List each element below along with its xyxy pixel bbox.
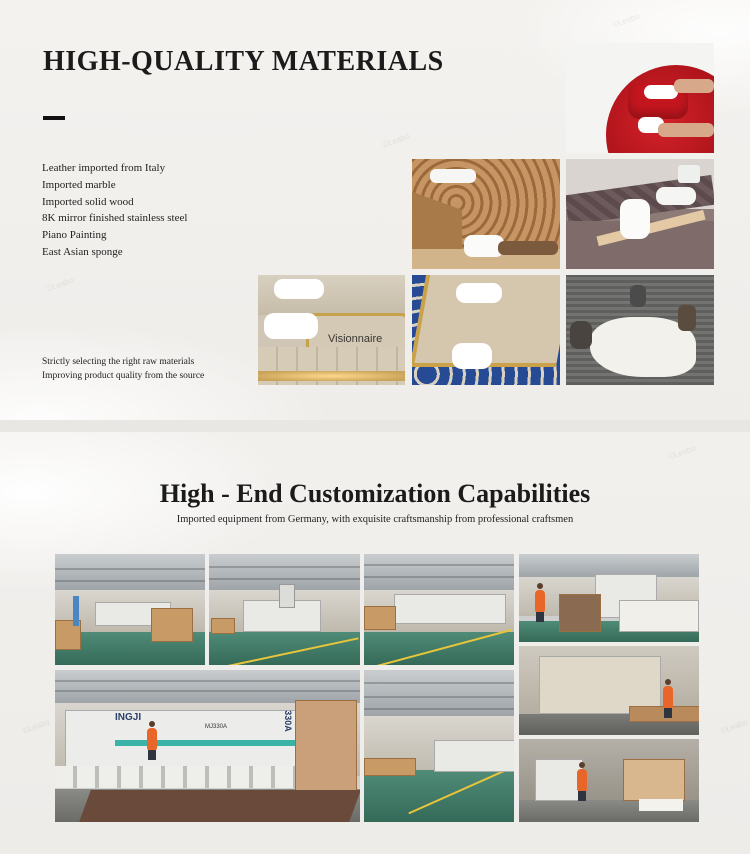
red-velvet-gloves-photo <box>566 43 714 153</box>
gold-trim-cushion-photo <box>412 275 560 385</box>
materials-list <box>42 160 187 261</box>
machine-code: 330A <box>282 710 293 732</box>
materials-tagline <box>42 356 204 383</box>
customization-section: High - End Customization Capabilities Imported equipment from Germany, with exquisite craftsmanship from professional craftsmen INGJI MJ330A 330A ©Leabo ©Leabo ©Leabo <box>0 432 750 854</box>
material-item: Leather imported from Italy <box>42 162 166 174</box>
factory-photo-6 <box>364 670 514 822</box>
carved-wood-panel-photo <box>412 159 560 269</box>
factory-photo-8 <box>519 739 699 822</box>
customization-subtitle: Imported equipment from Germany, with exquisite craftsmanship from professional craftsmen <box>176 514 574 525</box>
factory-photo-3 <box>364 554 514 665</box>
machine-model: MJ330A <box>205 724 228 730</box>
material-item: Imported marble <box>42 178 116 191</box>
padded-headboard-photo <box>566 159 714 269</box>
factory-photo-1 <box>55 554 205 665</box>
visionnaire-leather-photo <box>258 275 405 385</box>
title-divider <box>43 116 65 120</box>
panel-saw-photo <box>55 670 360 822</box>
tagline-line: Strictly selecting the right raw materials <box>42 357 195 367</box>
customization-title: High - End Customization Capabilities <box>159 479 591 508</box>
material-item: 8K mirror finished stainless steel <box>42 212 188 225</box>
section-divider <box>0 420 750 432</box>
material-item: East Asian sponge <box>42 245 123 258</box>
visionnaire-logo: Visionnaire <box>328 333 383 345</box>
material-item: Imported solid wood <box>42 195 134 208</box>
tagline-line: Improving product quality from the source <box>42 370 205 381</box>
machine-brand: INGJI <box>115 712 142 723</box>
materials-section: HIGH-QUALITY MATERIALS Leather imported from Italy Imported marble Imported solid wood 8K mirror finished stainless steel Piano Painting East Asian sponge Strictly selecting the right raw materials Improving product quality from the source Visionnaire ©Leabo ©Leabo ©Leabo <box>0 0 750 420</box>
factory-photo-7 <box>519 646 699 735</box>
materials-title: HIGH-QUALITY MATERIALS <box>43 46 444 77</box>
leather-hide-inspection-photo <box>566 275 714 385</box>
factory-photo-2 <box>209 554 360 665</box>
factory-photo-4 <box>519 554 699 642</box>
material-item: Piano Painting <box>42 229 107 242</box>
